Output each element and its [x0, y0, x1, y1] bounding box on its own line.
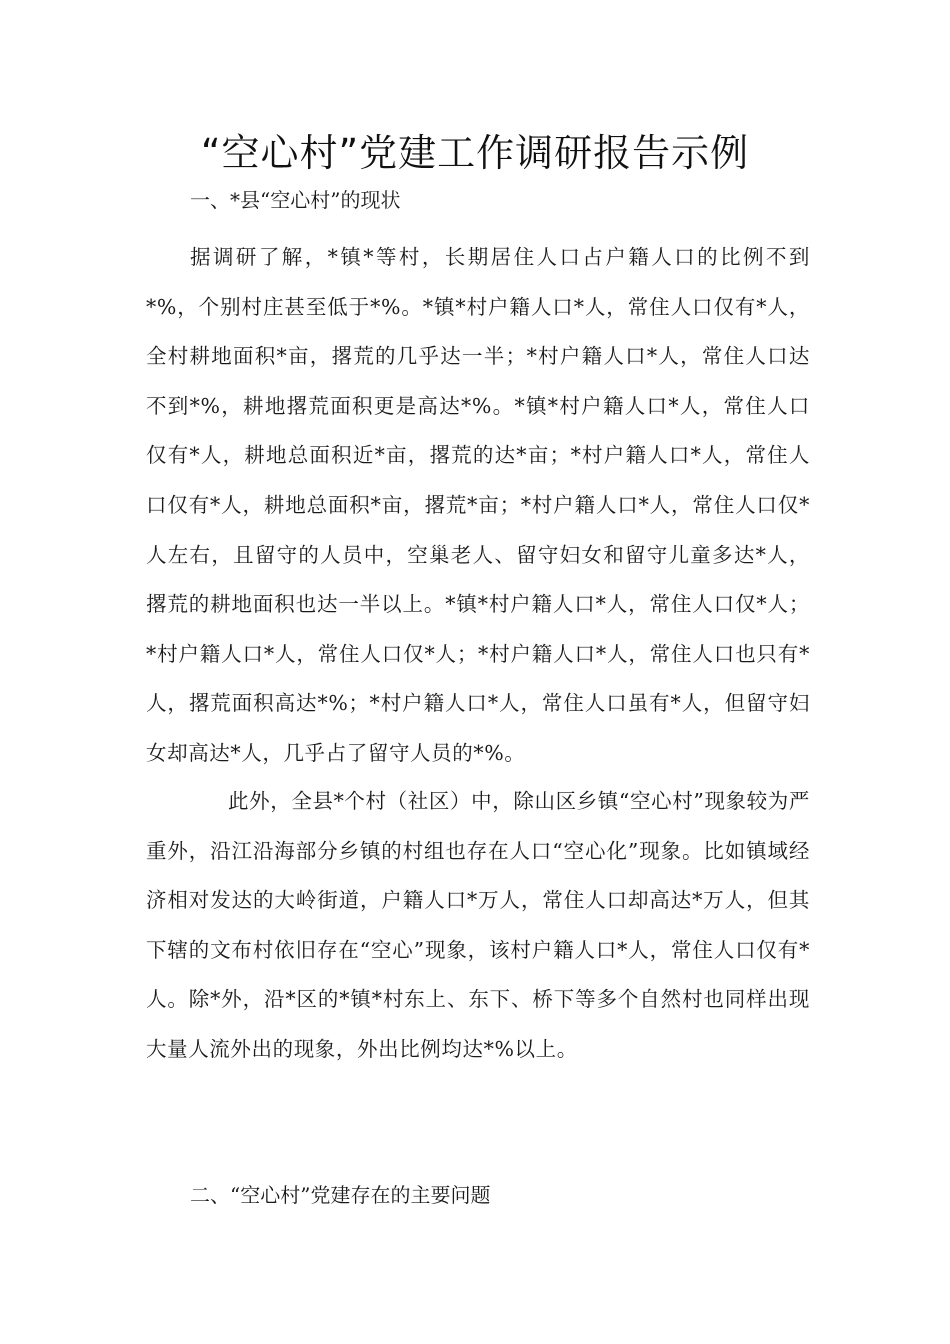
section-heading-2: 二、“空心村”党建存在的主要问题	[190, 1183, 491, 1207]
section-heading-1: 一、*县“空心村”的现状	[190, 188, 401, 212]
body-paragraph-1: 据调研了解，*镇*等村，长期居住人口占户籍人口的比例不到*%，个别村庄甚至低于*%。*镇*村户籍人口*人，常住人口仅有*人，全村耕地面积*亩，撂荒的几乎达一半；*村户籍人口*人，常住人口达不到*%，耕地撂荒面积更是高达*%。*镇*村户籍人口*人，常住人口仅有*人，耕地总面积近*亩，撂荒的达*亩；*村户籍人口*人，常住人口仅有*人，耕地总面积*亩，撂荒*亩；*村户籍人口*人，常住人口仅*人左右，且留守的人员中，空巢老人、留守妇女和留守儿童多达*人，撂荒的耕地面积也达一半以上。*镇*村户籍人口*人，常住人口仅*人；*村户籍人口*人，常住人口仅*人；*村户籍人口*人，常住人口也只有*人，撂荒面积高达*%；*村户籍人口*人，常住人口虽有*人，但留守妇女却高达*人，几乎占了留守人员的*%。	[146, 245, 810, 765]
body-paragraph-2: 此外，全县*个村（社区）中，除山区乡镇“空心村”现象较为严重外，沿江沿海部分乡镇的村组也存在人口“空心化”现象。比如镇域经济相对发达的大岭街道，户籍人口*万人，常住人口却高达*万人，但其下辖的文布村依旧存在“空心”现象，该村户籍人口*人，常住人口仅有*人。除*外，沿*区的*镇*村东上、东下、桥下等多个自然村也同样出现大量人流外出的现象，外出比例均达*%以上。	[146, 789, 810, 1061]
document-title: “空心村”党建工作调研报告示例	[200, 131, 750, 175]
